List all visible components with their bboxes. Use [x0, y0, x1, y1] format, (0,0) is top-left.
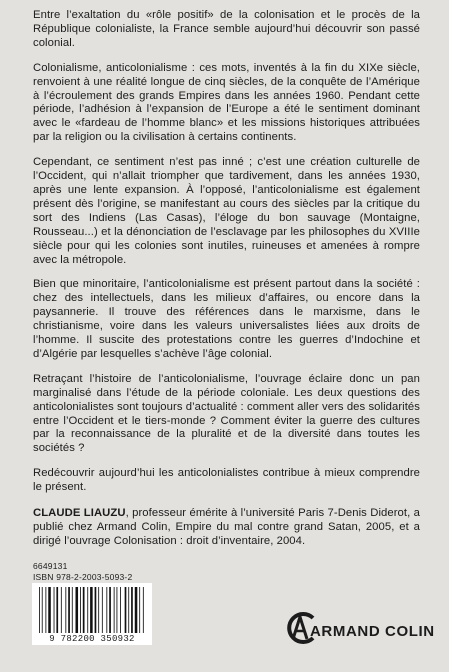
publisher-logo-block: [283, 608, 435, 648]
paragraph-intro: Entre l’exaltation du «rôle positif» de la colonisation et le procès de la République colonialiste, la France semble aujourd’hui découvrir son passé colonial.: [33, 9, 420, 49]
paragraph-definitions: Colonialisme, anticolonialisme : ces mots, inventés à la fin du XIXe siècle, renvoient à une réalité longue de cinq siècles, de la conquête de l’Amérique à l’écroulement des grands Empires dans les années 1960. Pendant cette période, l’adhésion à l’expansion de l’Europe a été le sentiment dominant avec le «fardeau de l’homme blanc» et les missions historiques attribuées par la religion ou la civilisation à certains continents.: [33, 61, 420, 144]
paragraph-book-summary: Retraçant l’histoire de l’anticolonialisme, l’ouvrage éclaire donc un pan marginalisé dans l’étude de la période coloniale. Les deux questions des anticolonialistes sont toujours d’actualité : comment aller vers des solidarités entre l’Occident et le tiers-monde ? Comment éviter la guerre des cultures par la reconnaissance de la pluralité et de la diversité dans toutes les sociétés ?: [33, 372, 420, 455]
paragraph-society: Bien que minoritaire, l’anticolonialisme est présent partout dans la société : chez des intellectuels, dans les milieux d’affaires, ou encore dans la paysannerie. Il trouve des références dans le marxisme, dans le christianisme, voire dans les valeurs universalistes liées aux droits de l’homme. Il suscite des protestations contre les guerres d’Indochine et d’Algérie par lesquelles s’achève l’âge colonial.: [33, 278, 420, 360]
paragraph-origins: Cependant, ce sentiment n’est pas inné ; c’est une création culturelle de l’Occident, qui n’allait triompher que tardivement, dans les années 1930, après une lente expansion. À l’opposé, l’anticolonialisme est également présent dès l’origine, se manifestant au cours des siècles par la critique du sort des Indiens (Las Casas), l’éloge du bon sauvage (Montaigne, Rousseau...) et la dénonciation de l’esclavage par les philosophes du XVIIIe siècle pour qui les colonies sont inutiles, ruineuses et amenées à rompre avec la métropole.: [33, 156, 420, 266]
paragraph-conclusion: Redécouvrir aujourd’hui les anticolonialistes contribue à mieux comprendre le présent.: [33, 467, 420, 494]
product-code: 6649131: [33, 561, 68, 571]
author-note: [33, 507, 420, 549]
author-bio: , professeur émérite à l’université Paris 7-Denis Diderot, a publié chez Armand Colin, Empire du mal contre grand Satan, 2005, et a dirigé l’ouvrage Colonisation : droit d’inventaire, 2004.: [33, 507, 420, 547]
barcode-bars: [38, 587, 146, 633]
barcode-number: 9 782200 350932: [49, 634, 135, 644]
product-codes: [33, 561, 132, 583]
isbn: ISBN 978-2-2003-5093-2: [33, 572, 133, 582]
back-cover-text: [33, 9, 420, 549]
publisher-name: ARMAND COLIN: [310, 622, 435, 640]
author-name: CLAUDE LIAUZU: [33, 507, 126, 520]
barcode: [32, 583, 152, 645]
